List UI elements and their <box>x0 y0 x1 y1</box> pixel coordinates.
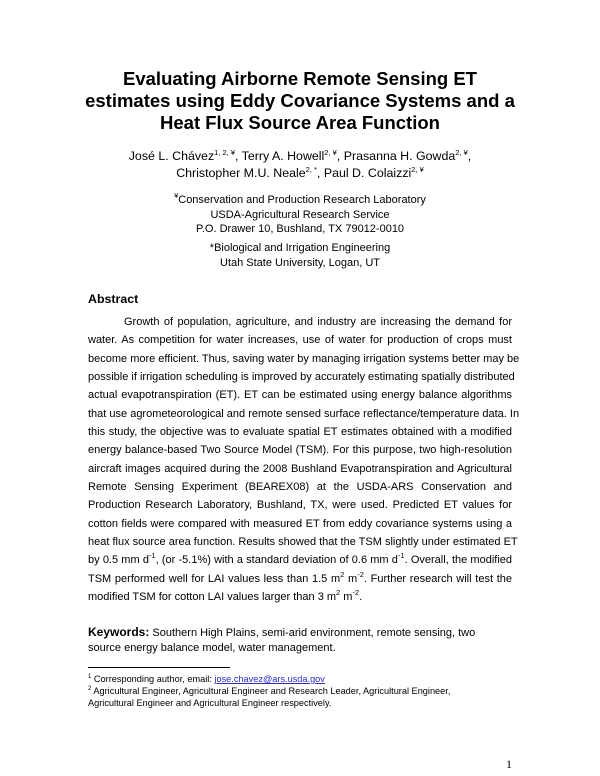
affiliation-line: ¥Conservation and Production Research Laboratory <box>174 191 426 206</box>
affiliation-usu <box>60 241 540 270</box>
affiliation-line: Utah State University, Logan, UT <box>220 256 380 269</box>
author-affiliation-mark: 2, ¥ <box>411 165 424 174</box>
abstract-line: possible if irrigation scheduling is improved by accurately estimating spatially distributed <box>88 371 515 384</box>
title-line-1: Evaluating Airborne Remote Sensing ET <box>123 68 477 89</box>
paper-title <box>60 68 540 134</box>
abstract-line: actual evapotranspiration (ET). ET can be estimated using energy balance algorithms <box>88 389 512 402</box>
abstract-line: TSM performed well for LAI values less than 1.5 $m^2$ $m^{-2}$. Further research will test the <box>88 569 512 585</box>
title-line-3: Heat Flux Source Area Function <box>160 112 440 133</box>
footnote-2-continued: Agricultural Engineer and Agricultural Engineer respectively. <box>88 698 332 708</box>
abstract-body <box>88 313 520 607</box>
corresponding-email-link[interactable]: jose.chavez@ars.usda.gov <box>214 674 325 684</box>
abstract-line: Production Research Laboratory, Bushland, TX, were used. Predicted ET values for <box>88 499 512 512</box>
abstract-line: Growth of population, agriculture, and industry are increasing the demand for <box>124 316 512 328</box>
footnote-2: $^2$ Agricultural Engineer, Agricultural Engineer and Research Leader, Agricultural Engineer, <box>88 686 451 696</box>
author-line-2: Christopher M.U. Neale$^{2, *}$, Paul D. Colaizzi$^{2, ¥}$ <box>176 165 424 180</box>
abstract-line: energy balance-based Two Source Model (TSM). For this purpose, two high-resolution <box>88 444 512 457</box>
author-affiliation-mark: 2, ¥ <box>455 148 468 157</box>
author-name: Prasanna H. Gowda <box>343 149 456 163</box>
abstract-line: cotton fields were compared with measured ET from eddy covariance systems using a <box>88 517 512 530</box>
abstract-line: become more efficient. Thus, saving water by managing irrigation systems better may be <box>88 352 520 365</box>
keywords-section <box>88 625 512 655</box>
title-line-2: estimates using Eddy Covariance Systems and a <box>85 90 515 111</box>
abstract-line: this study, the objective was to evaluate spatial ET estimates obtained with a modified <box>88 426 512 439</box>
page-number: 1 <box>506 757 512 771</box>
footnotes <box>88 673 512 709</box>
author-affiliation-mark: 1, 2, ¥ <box>214 148 235 157</box>
keywords-line: Keywords: Southern High Plains, semi-arid environment, remote sensing, two <box>88 625 476 639</box>
affiliation-usda <box>60 193 540 237</box>
author-name: Terry A. Howell <box>241 149 325 163</box>
affiliation-line: USDA-Agricultural Research Service <box>210 208 390 221</box>
abstract-line: modified TSM for cotton LAI values larger than 3 $m^2$ $m^{-2}$. <box>88 588 363 604</box>
author-line-1: José L. Chávez$^{1, 2, ¥}$, Terry A. Howell$^{2, ¥}$, Prasanna H. Gowda$^{2, ¥}$, <box>128 148 472 163</box>
abstract-line: water. As competition for water increases, use of water for production of crops must <box>88 334 512 347</box>
keywords-line: source energy balance model, water management. <box>88 641 336 654</box>
affiliation-line: *Biological and Irrigation Engineering <box>209 242 391 254</box>
affiliation-symbol: ¥ <box>174 191 179 200</box>
author-name: José L. Chávez <box>128 149 215 163</box>
keywords-label: Keywords: <box>88 625 150 639</box>
footnote-divider <box>88 667 230 668</box>
author-affiliation-mark: 2, ¥ <box>324 148 337 157</box>
affiliation-line: P.O. Drawer 10, Bushland, TX 79012-0010 <box>195 223 405 236</box>
author-name: Christopher M.U. Neale <box>176 166 306 180</box>
footnote-1: $^1$ Corresponding author, email: jose.chavez@ars.usda.gov <box>88 674 325 684</box>
abstract-line: Remote Sensing Experiment (BEAREX08) at the USDA-ARS Conservation and <box>88 481 512 494</box>
abstract-line: that use agrometeorological and remote sensed surface reflectance/temperature data. In <box>88 407 520 420</box>
author-list <box>40 148 560 182</box>
abstract-line: heat flux source area function. Results showed that the TSM slightly under estimated ET <box>88 536 518 549</box>
abstract-line: aircraft images acquired during the 2008 Bushland Evapotranspiration and Agricultural <box>88 462 512 475</box>
author-affiliation-mark: 2, * <box>305 165 317 174</box>
author-name: Paul D. Colaizzi <box>323 166 412 180</box>
abstract-heading: Abstract <box>88 292 139 306</box>
abstract-line: by 0.5 mm $d^{-1}$, (or -5.1%) with a standard deviation of 0.6 mm $d^{-1}$. Overall, the modified <box>88 551 513 567</box>
